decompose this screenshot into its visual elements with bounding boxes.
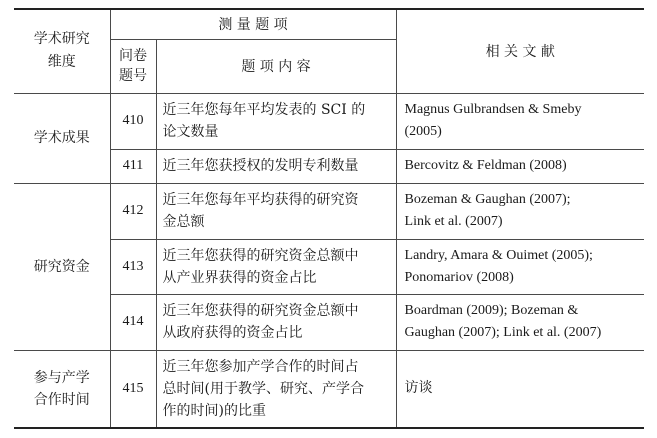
- item-content: [156, 239, 396, 294]
- item-content-line: 从产业界获得的资金占比: [162, 269, 317, 286]
- question-number: [110, 294, 156, 350]
- header-qnum: [110, 39, 156, 93]
- question-number: [110, 149, 156, 183]
- reference-cell: [396, 183, 644, 239]
- dimension-cell: [14, 350, 110, 428]
- item-content-line: 近三年您获得的研究资金总额中: [162, 247, 359, 264]
- question-number-text: 411: [122, 158, 144, 173]
- header-content: [156, 39, 396, 93]
- question-number-text: 410: [122, 113, 144, 128]
- reference-line: 访谈: [404, 380, 433, 396]
- reference-line: Gaughan (2007); Link et al. (2007): [404, 325, 602, 340]
- table-row: [14, 183, 644, 239]
- dimension-label: 学术成果: [33, 130, 90, 146]
- item-content: [156, 93, 396, 149]
- dimension-label: 研究资金: [33, 258, 90, 275]
- question-number: [110, 93, 156, 149]
- item-content: [156, 149, 396, 183]
- question-number: [110, 350, 156, 428]
- header-dimension-line1: 学术研究: [33, 31, 90, 48]
- measurement-table: [14, 8, 644, 429]
- item-content: [156, 294, 396, 350]
- question-number-text: 414: [122, 314, 144, 329]
- header-dimension: [14, 9, 110, 93]
- header-refs: [396, 9, 644, 93]
- item-content-line: 金总额: [162, 214, 205, 230]
- reference-line: Bercovitz & Feldman (2008): [404, 158, 567, 173]
- item-content-line: 论文数量: [162, 124, 219, 140]
- header-qnum-line2: 题号: [119, 68, 147, 84]
- reference-cell: [396, 93, 644, 149]
- reference-line: Magnus Gulbrandsen & Smeby: [404, 102, 582, 117]
- header-measure-group-text: 测 量 题 项: [218, 17, 288, 34]
- question-number-text: 415: [122, 380, 144, 396]
- item-content-line: 总时间(用于教学、研究、产学合: [162, 380, 364, 397]
- item-content-line: 近三年您参加产学合作的时间占: [162, 358, 359, 375]
- dimension-cell: [14, 183, 110, 350]
- item-content-line: 从政府获得的资金占比: [162, 325, 303, 341]
- item-content-line: 作的时间)的比重: [162, 402, 266, 419]
- question-number: [110, 239, 156, 294]
- reference-line: Boardman (2009); Bozeman &: [404, 303, 579, 318]
- table-row: [14, 93, 644, 149]
- reference-line: Bozeman & Gaughan (2007);: [404, 192, 571, 207]
- reference-line: Link et al. (2007): [404, 214, 503, 229]
- reference-line: (2005): [404, 124, 442, 139]
- item-content-line: 近三年您每年平均发表的 SCI 的: [162, 102, 366, 118]
- dimension-cell: [14, 93, 110, 183]
- item-content-line: 近三年您每年平均获得的研究资: [162, 192, 359, 208]
- question-number-text: 413: [122, 258, 144, 274]
- header-row-1: [14, 9, 644, 39]
- dimension-label: 合作时间: [33, 391, 90, 408]
- reference-cell: [396, 350, 644, 428]
- reference-cell: [396, 149, 644, 183]
- header-measure-group: [110, 9, 396, 39]
- header-refs-text: 相 关 文 献: [485, 44, 555, 61]
- header-content-text: 题 项 内 容: [241, 59, 311, 75]
- question-number-text: 412: [122, 203, 144, 218]
- reference-line: Landry, Amara & Ouimet (2005);: [404, 247, 593, 263]
- table-row: [14, 350, 644, 428]
- reference-cell: [396, 239, 644, 294]
- dimension-label: 参与产学: [33, 369, 90, 386]
- question-number: [110, 183, 156, 239]
- reference-cell: [396, 294, 644, 350]
- item-content: [156, 183, 396, 239]
- item-content: [156, 350, 396, 428]
- header-dimension-line2: 维度: [47, 54, 76, 71]
- item-content-line: 近三年您获得的研究资金总额中: [162, 303, 359, 319]
- item-content-line: 近三年您获授权的发明专利数量: [162, 158, 359, 174]
- header-qnum-line1: 问卷: [119, 48, 147, 64]
- reference-line: Ponomariov (2008): [404, 269, 514, 285]
